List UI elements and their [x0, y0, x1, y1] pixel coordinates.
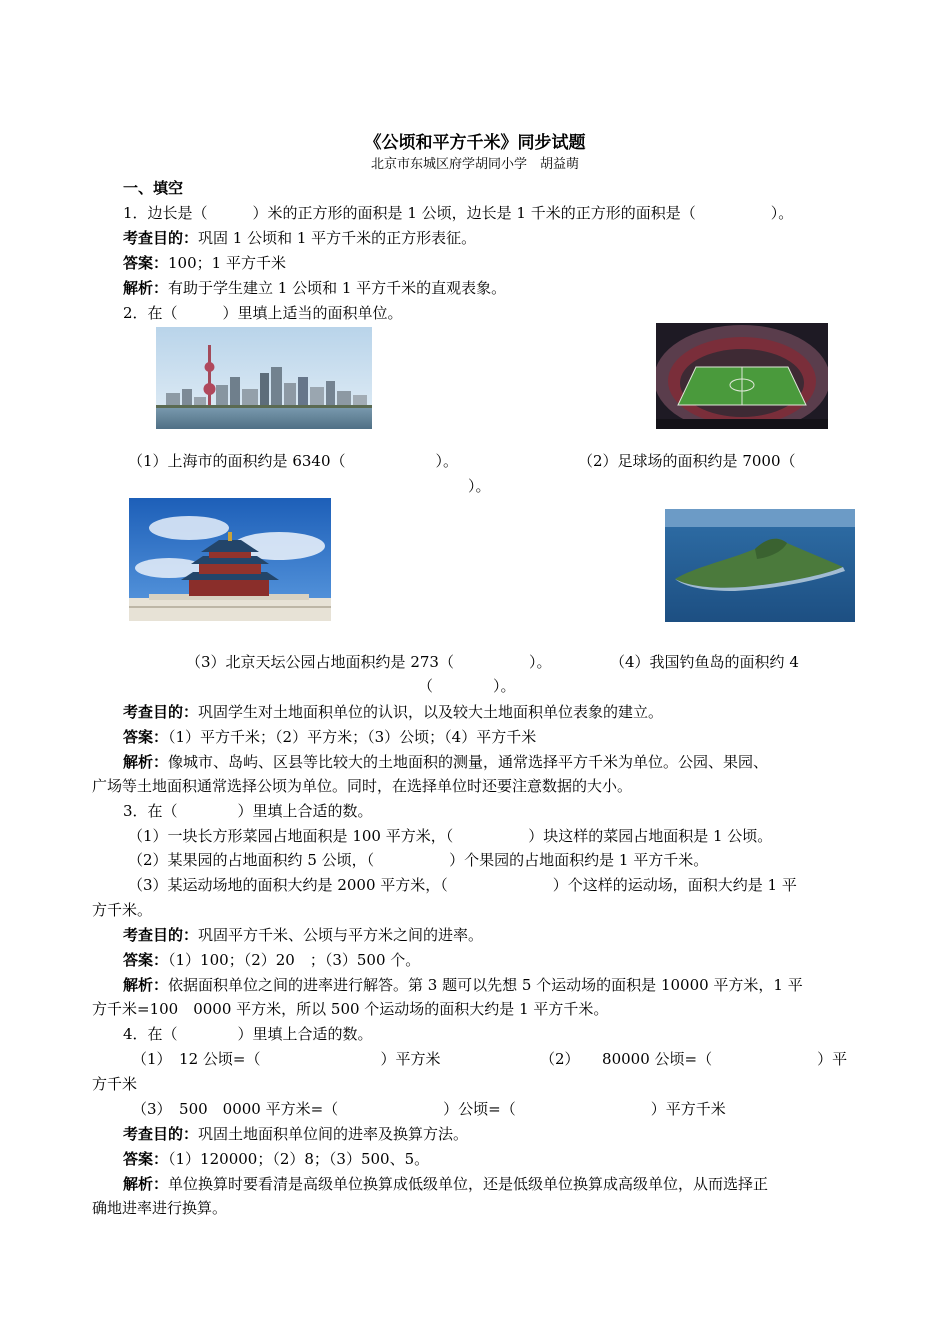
q2-answer: [123, 727, 536, 747]
q2-item-2-cont: ）。: [468, 477, 491, 495]
answer-text: （1）100；（2）20 ；（3）500 个。: [168, 951, 421, 969]
q2-item-4: （4）我国钓鱼岛的面积约 4: [610, 653, 799, 671]
q4-analysis: [123, 1174, 768, 1194]
shanghai-skyline-image: [156, 327, 372, 429]
question-2: 2．在（ ）里填上适当的面积单位。: [123, 304, 403, 322]
answer-label: 答案：: [123, 254, 169, 272]
q2-item-2: （2）足球场的面积约是 7000（: [578, 452, 796, 470]
question-1: 1．边长是（ ）米的正方形的面积是 1 公顷，边长是 1 千米的正方形的面积是（ ）。: [123, 204, 794, 222]
analysis-label: 解析：: [123, 1175, 169, 1193]
answer-label: 答案：: [123, 728, 169, 746]
q3-analysis-cont: 方千米=100 0000 平方米，所以 500 个运动场的面积大约是 1 平方千米。: [92, 1000, 609, 1018]
answer-text: 100；1 平方千米: [168, 254, 286, 272]
answer-text: （1）120000；（2）8；（3）500、5。: [168, 1150, 430, 1168]
q3-item-3: （3）某运动场地的面积大约是 2000 平方米，（ ）个这样的运动场，面积大约是 1 平: [128, 876, 797, 894]
q2-item-4-cont: （ ）。: [418, 677, 516, 695]
q3-answer: [123, 950, 420, 970]
q4-item-3: （3） 500 0000 平方米=（ ）公顷=（ ）平方千米: [132, 1100, 726, 1118]
q4-item-2: （2） 80000 公顷=（ ）平: [540, 1050, 848, 1068]
document-author: 北京市东城区府学胡同小学 胡益萌: [370, 157, 579, 172]
purpose-label: 考查目的：: [123, 703, 199, 721]
q3-purpose: [123, 925, 483, 945]
analysis-text: 有助于学生建立 1 公顷和 1 平方千米的直观表象。: [168, 279, 507, 297]
q3-item-3-cont: 方千米。: [92, 901, 153, 919]
purpose-text: 巩固平方千米、公顷与平方米之间的进率。: [198, 926, 484, 944]
purpose-label: 考查目的：: [123, 229, 199, 247]
q4-item-1: （1） 12 公顷=（ ）平方米: [132, 1050, 441, 1068]
question-3: 3．在（ ）里填上合适的数。: [123, 802, 373, 820]
q2-purpose: [123, 702, 663, 722]
document-title: 《公顷和平方千米》同步试题: [364, 133, 586, 153]
q4-analysis-cont: 确地进率进行换算。: [92, 1199, 228, 1217]
purpose-text: 巩固学生对土地面积单位的认识，以及较大土地面积单位表象的建立。: [198, 703, 664, 721]
q3-item-1: （1）一块长方形菜园占地面积是 100 平方米，（ ）块这样的菜园占地面积是 1 公顷。: [128, 827, 773, 845]
q2-analysis-cont: 广场等土地面积通常选择公顷为单位。同时，在选择单位时还要注意数据的大小。: [92, 777, 633, 795]
analysis-label: 解析：: [123, 976, 169, 994]
q3-analysis: [123, 975, 803, 995]
q3-item-2: （2）某果园的占地面积约 5 公顷，（ ）个果园的占地面积约是 1 平方千米。: [128, 851, 709, 869]
answer-label: 答案：: [123, 1150, 169, 1168]
q4-item-2-cont: 方千米: [92, 1075, 138, 1093]
analysis-label: 解析：: [123, 753, 169, 771]
q2-item-1: （1）上海市的面积约是 6340（ ）。: [128, 452, 458, 470]
q1-answer: [123, 253, 286, 273]
purpose-label: 考查目的：: [123, 1125, 199, 1143]
q4-answer: [123, 1149, 429, 1169]
section-heading: 一、填空: [123, 179, 184, 197]
q2-item-3: （3）北京天坛公园占地面积约是 273（ ）。: [186, 653, 552, 671]
analysis-text: 依据面积单位之间的进率进行解答。第 3 题可以先想 5 个运动场的面积是 10000 平方米，1 平: [168, 976, 803, 994]
analysis-text: 单位换算时要看清是高级单位换算成低级单位，还是低级单位换算成高级单位，从而选择正: [168, 1175, 769, 1193]
analysis-label: 解析：: [123, 279, 169, 297]
diaoyu-island-image: [665, 509, 855, 622]
q2-analysis: [123, 752, 768, 772]
answer-text: （1）平方千米；（2）平方米；（3）公顷；（4）平方千米: [168, 728, 537, 746]
q1-analysis: [123, 278, 506, 298]
q4-purpose: [123, 1124, 468, 1144]
analysis-text: 像城市、岛屿、区县等比较大的土地面积的测量，通常选择平方千米为单位。公园、果园、: [168, 753, 769, 771]
answer-label: 答案：: [123, 951, 169, 969]
purpose-text: 巩固土地面积单位间的进率及换算方法。: [198, 1125, 469, 1143]
purpose-text: 巩固 1 公顷和 1 平方千米的正方形表征。: [198, 229, 477, 247]
football-stadium-image: [656, 323, 828, 429]
temple-of-heaven-image: [129, 498, 331, 621]
purpose-label: 考查目的：: [123, 926, 199, 944]
q1-purpose: [123, 228, 476, 248]
question-4: 4．在（ ）里填上合适的数。: [123, 1025, 373, 1043]
